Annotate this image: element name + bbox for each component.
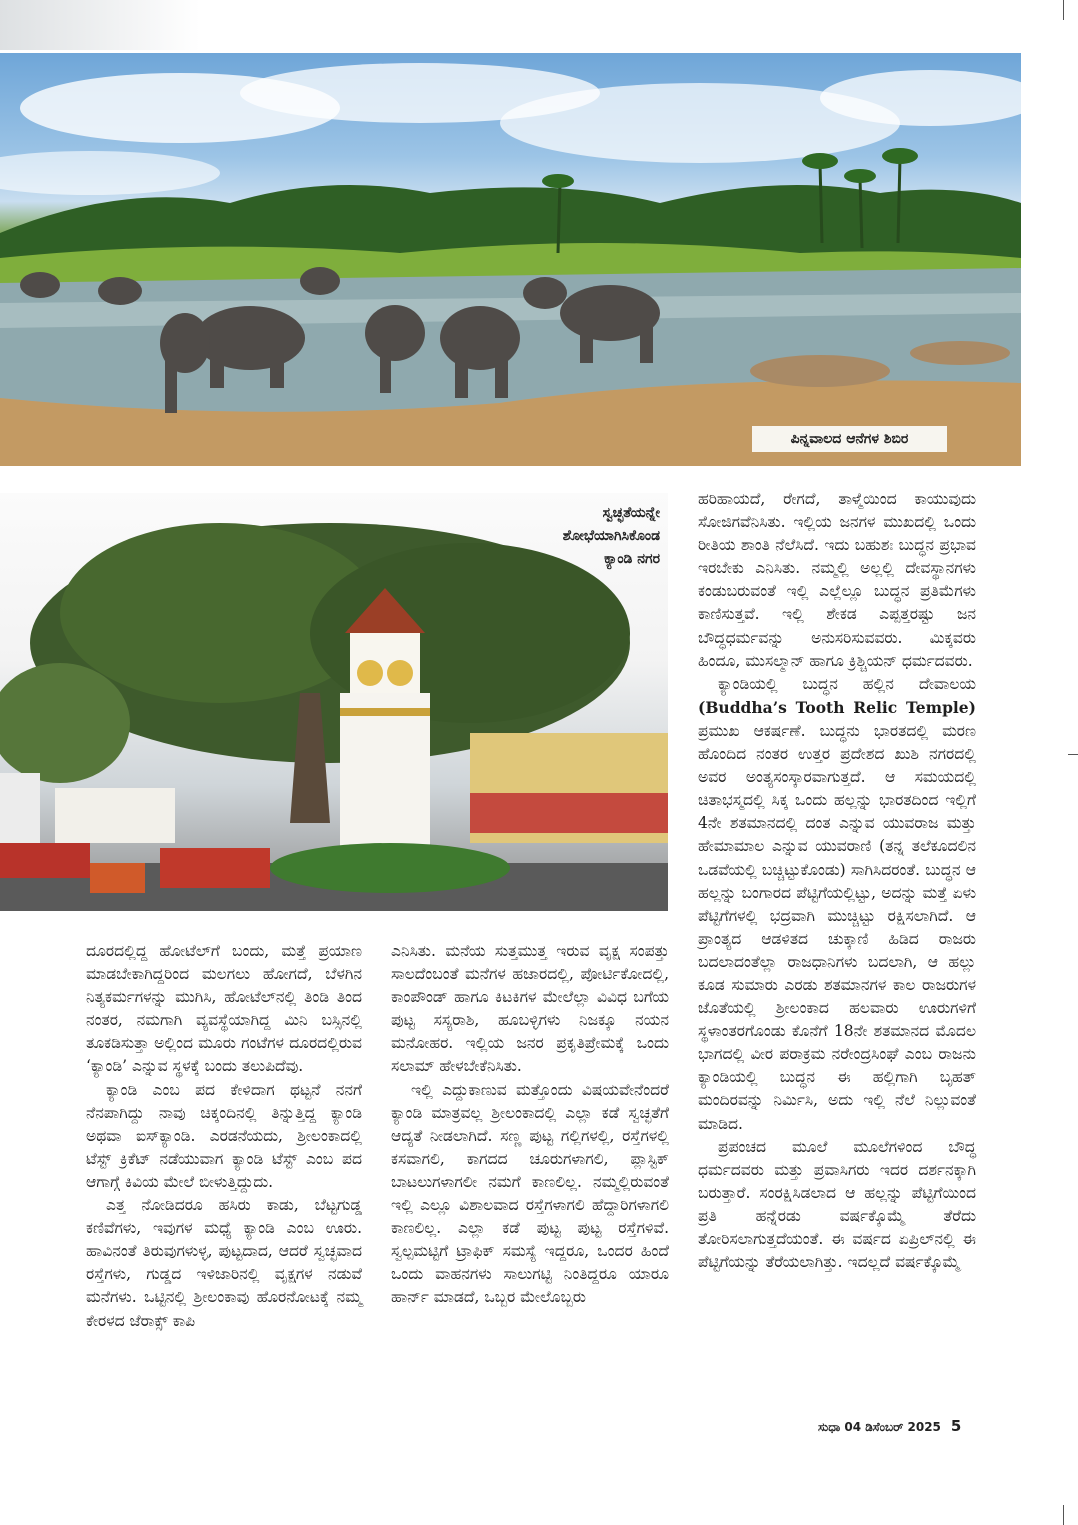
crop-mark bbox=[1063, 1505, 1064, 1525]
paragraph: ಎನಿಸಿತು. ಮನೆಯ ಸುತ್ತಮುತ್ತ ಇರುವ ವೃಕ್ಷ ಸಂಪತ್ತು ಸಾಲದೆಂಬಂತೆ ಮನೆಗಳ ಹಜಾರದಲ್ಲಿ, ಪೋರ್ಟಿಕೋದಲ್ಲಿ, ಕಾಂಪೌಂಡ್ ಹಾಗೂ ಕಿಟಕಿಗಳ ಮೇಲೆಲ್ಲಾ ವಿವಿಧ ಬಗೆಯ ಪುಟ್ಟ ಸಸ್ಯರಾಶಿ, ಹೂಬಳ್ಳಿಗಳು ನಿಜಕ್ಕೂ ನಯನ ಮನೋಹರ. ಇಲ್ಲಿಯ ಜನರ ಪ್ರಕೃತಿಪ್ರೇಮಕ್ಕೆ ಒಂದು ಸಲಾಮ್ ಹೇಳಬೇಕೆನಿಸಿತು. bbox=[391, 942, 669, 1076]
page-number: 5 bbox=[950, 1417, 962, 1435]
caption-line: ಕ್ಯಾಂಡಿ ನಗರ bbox=[604, 551, 660, 567]
crop-mark bbox=[1068, 754, 1078, 755]
article-column-1 bbox=[86, 940, 362, 1333]
caption-line: ಶೋಭೆಯಾಗಿಸಿಕೊಂಡ bbox=[562, 528, 660, 544]
paragraph-text: ಕ್ಯಾಂಡಿಯಲ್ಲಿ ಬುದ್ಧನ ಹಲ್ಲಿನ ದೇವಾಲಯ bbox=[718, 674, 976, 693]
elephant-scene-illustration bbox=[0, 53, 1021, 466]
temple-name-english: (Buddha’s Tooth Relic Temple) bbox=[698, 697, 976, 717]
article-column-2 bbox=[391, 940, 669, 1310]
paragraph: ಕ್ಯಾಂಡಿ ಎಂಬ ಪದ ಕೇಳಿದಾಗ ಥಟ್ಟನೆ ನನಗೆ ನೆನಪಾಗಿದ್ದು ನಾವು ಚಿಕ್ಕಂದಿನಲ್ಲಿ ತಿನ್ನುತ್ತಿದ್ದ ಕ್ಯಾಂಡಿ ಅಥವಾ ಐಸ್‌ಕ್ಯಾಂಡಿ. ಎರಡನೆಯದು, ಶ್ರೀಲಂಕಾದಲ್ಲಿ ಟೆಸ್ಟ್ ಕ್ರಿಕೆಟ್ ನಡೆಯುವಾಗ ಕ್ಯಾಂಡಿ ಟೆಸ್ಟ್ ಎಂಬ ಪದ ಆಗಾಗ್ಗೆ ಕಿವಿಯ ಮೇಲೆ ಬೀಳುತ್ತಿದ್ದುದು. bbox=[86, 1080, 362, 1191]
caption-line: ಸ್ವಚ್ಛತೆಯನ್ನೇ bbox=[602, 505, 660, 521]
paragraph: ಇಲ್ಲಿ ಎದ್ದುಕಾಣುವ ಮತ್ತೊಂದು ವಿಷಯವೇನೆಂದರೆ ಕ್ಯಾಂಡಿ ಮಾತ್ರವಲ್ಲ ಶ್ರೀಲಂಕಾದಲ್ಲಿ ಎಲ್ಲಾ ಕಡೆ ಸ್ವಚ್ಛತೆಗೆ ಆದ್ಯತೆ ನೀಡಲಾಗಿದೆ. ಸಣ್ಣ ಪುಟ್ಟ ಗಲ್ಲಿಗಳಲ್ಲಿ, ರಸ್ತೆಗಳಲ್ಲಿ ಕಸವಾಗಲಿ, ಕಾಗದದ ಚೂರುಗಳಾಗಲಿ, ಪ್ಲಾಸ್ಟಿಕ್ ಬಾಟಲುಗಳಾಗಲೀ ನಮಗೆ ಕಾಣಲಿಲ್ಲ. ನಮ್ಮಲ್ಲಿರುವಂತೆ ಇಲ್ಲಿ ಎಲ್ಲೂ ವಿಶಾಲವಾದ ರಸ್ತೆಗಳಾಗಲಿ ಹೆದ್ದಾರಿಗಳಾಗಲಿ ಕಾಣಲಿಲ್ಲ. ಎಲ್ಲಾ ಕಡೆ ಪುಟ್ಟ ಪುಟ್ಟ ರಸ್ತೆಗಳಿವೆ. ಸ್ವಲ್ಪಮಟ್ಟಿಗೆ ಟ್ರಾಫಿಕ್ ಸಮಸ್ಯೆ ಇದ್ದರೂ, ಒಂದರ ಹಿಂದೆ ಒಂದು ವಾಹನಗಳು ಸಾಲುಗಟ್ಟಿ ನಿಂತಿದ್ದರೂ ಯಾರೂ ಹಾರ್ನ್ ಮಾಡದೆ, ಒಬ್ಬರ ಮೇಲೊಬ್ಬರು bbox=[391, 1080, 669, 1307]
paragraph: ದೂರದಲ್ಲಿದ್ದ ಹೋಟೆಲ್‌ಗೆ ಬಂದು, ಮತ್ತೆ ಪ್ರಯಾಣ ಮಾಡಬೇಕಾಗಿದ್ದರಿಂದ ಮಲಗಲು ಹೋಗದೆ, ಬೆಳಗಿನ ನಿತ್ಯಕರ್ಮಗಳನ್ನು ಮುಗಿಸಿ, ಹೋಟೆಲ್‌ನಲ್ಲಿ ತಿಂಡಿ ತಿಂದ ನಂತರ, ನಮಗಾಗಿ ವ್ಯವಸ್ಥೆಯಾಗಿದ್ದ ಮಿನಿ ಬಸ್ಸಿನಲ್ಲಿ ತೂಕಡಿಸುತ್ತಾ ಅಲ್ಲಿಂದ ಮೂರು ಗಂಟೆಗಳ ದೂರದಲ್ಲಿರುವ ‘ಕ್ಯಾಂಡಿ’ ಎನ್ನುವ ಸ್ಥಳಕ್ಕೆ ಬಂದು ತಲುಪಿದೆವು. bbox=[86, 942, 362, 1076]
mid-photo-caption bbox=[520, 502, 660, 571]
top-faded-strip bbox=[0, 0, 200, 50]
page-footer bbox=[818, 1417, 961, 1435]
article-column-3 bbox=[698, 488, 976, 1274]
paragraph: ಪ್ರಪಂಚದ ಮೂಲೆ ಮೂಲೆಗಳಿಂದ ಬೌದ್ಧ ಧರ್ಮದವರು ಮತ್ತು ಪ್ರವಾಸಿಗರು ಇದರ ದರ್ಶನಕ್ಕಾಗಿ ಬರುತ್ತಾರೆ. ಸಂರಕ್ಷಿಸಿಡಲಾದ ಆ ಹಲ್ಲನ್ನು ಪೆಟ್ಟಿಗೆಯಿಂದ ಪ್ರತಿ ಹನ್ನೆರಡು ವರ್ಷಕ್ಕೊಮ್ಮೆ ತೆರೆದು ತೋರಿಸಲಾಗುತ್ತದೆಯಂತೆ. ಈ ವರ್ಷದ ಏಪ್ರಿಲ್‌ನಲ್ಲಿ ಈ ಪೆಟ್ಟಿಗೆಯನ್ನು ತೆರೆಯಲಾಗಿತ್ತು. ಇದಲ್ಲದೆ ವರ್ಷಕ್ಕೊಮ್ಮೆ bbox=[698, 1137, 976, 1272]
paragraph-text: ಪ್ರಮುಖ ಆಕರ್ಷಣೆ. ಬುದ್ಧನು ಭಾರತದಲ್ಲಿ ಮರಣ ಹೊಂದಿದ ನಂತರ ಉತ್ತರ ಪ್ರದೇಶದ ಖುಶಿ ನಗರದಲ್ಲಿ ಅವರ ಅಂತ್ಯಸಂಸ್ಕಾರವಾಗುತ್ತದೆ. ಆ ಸಮಯದಲ್ಲಿ ಚಿತಾಭಸ್ಮದಲ್ಲಿ ಸಿಕ್ಕ ಒಂದು ಹಲ್ಲನ್ನು ಭಾರತದಿಂದ ಇಲ್ಲಿಗೆ 4ನೇ ಶತಮಾನದಲ್ಲಿ ದಂತ ಎನ್ನುವ ಯುವರಾಜ ಮತ್ತು ಹೇಮಾಮಾಲ ಎನ್ನುವ ಯುವರಾಣಿ (ತನ್ನ ತಲೆಕೂದಲಿನ ಒಡವೆಯಲ್ಲಿ ಬಚ್ಚಿಟ್ಟುಕೊಂಡು) ಸಾಗಿಸಿದರಂತೆ. ಬುದ್ಧನ ಆ ಹಲ್ಲನ್ನು ಬಂಗಾರದ ಪೆಟ್ಟಿಗೆಯಲ್ಲಿಟ್ಟು, ಅದನ್ನು ಮತ್ತೆ ಏಳು ಪೆಟ್ಟಿಗೆಗಳಲ್ಲಿ ಭದ್ರವಾಗಿ ಮುಚ್ಚಿಟ್ಟು ರಕ್ಷಿಸಲಾಗಿದೆ. ಆ ಪ್ರಾಂತ್ಯದ ಆಡಳಿತದ ಚುಕ್ಕಾಣಿ ಹಿಡಿದ ರಾಜರು ಬದಲಾದಂತೆಲ್ಲಾ ರಾಜಧಾನಿಗಳು ಬದಲಾಗಿ, ಆ ಹಲ್ಲು ಕೂಡ ಸುಮಾರು ಎರಡು ಶತಮಾನಗಳ ಕಾಲ ರಾಜರುಗಳ ಜೊತೆಯಲ್ಲಿ ಶ್ರೀಲಂಕಾದ ಹಲವಾರು ಊರುಗಳಿಗೆ ಸ್ಥಳಾಂತರಗೊಂಡು ಕೊನೆಗೆ 18ನೇ ಶತಮಾನದ ಮೊದಲ ಭಾಗದಲ್ಲಿ ವೀರ ಪರಾಕ್ರಮ ನರೇಂದ್ರಸಿಂಘೆ ಎಂಬ ರಾಜನು ಕ್ಯಾಂಡಿಯಲ್ಲಿ ಬುದ್ಧನ ಈ ಹಲ್ಲಿಗಾಗಿ ಬೃಹತ್ ಮಂದಿರವನ್ನು ನಿರ್ಮಿಸಿ, ಅದು ಇಲ್ಲಿ ನೆಲೆ ನಿಲ್ಲುವಂತೆ ಮಾಡಿದ. bbox=[698, 721, 976, 1133]
elephant-camp-photo bbox=[0, 53, 1021, 466]
top-photo-caption: ಪಿನ್ನವಾಲದ ಆನೆಗಳ ಶಿಬಿರ bbox=[752, 426, 947, 452]
paragraph: ಹರಿಹಾಯದೆ, ರೇಗದೆ, ತಾಳ್ಮೆಯಿಂದ ಕಾಯುವುದು ಸೋಜಿಗವೆನಿಸಿತು. ಇಲ್ಲಿಯ ಜನಗಳ ಮುಖದಲ್ಲಿ ಒಂದು ರೀತಿಯ ಶಾಂತಿ ನೆಲೆಸಿದೆ. ಇದು ಬಹುಶಃ ಬುದ್ಧನ ಪ್ರಭಾವ ಇರಬೇಕು ಎನಿಸಿತು. ನಮ್ಮಲ್ಲಿ ಅಲ್ಲಲ್ಲಿ ದೇವಸ್ಥಾನಗಳು ಕಂಡುಬರುವಂತೆ ಇಲ್ಲಿ ಎಲ್ಲೆಲ್ಲೂ ಬುದ್ಧನ ಪ್ರತಿಮೆಗಳು ಕಾಣಿಸುತ್ತವೆ. ಇಲ್ಲಿ ಶೇಕಡ ಎಪ್ಪತ್ತರಷ್ಟು ಜನ ಬೌದ್ಧಧರ್ಮವನ್ನು ಅನುಸರಿಸುವವರು. ಮಿಕ್ಕವರು ಹಿಂದೂ, ಮುಸಲ್ಮಾನ್ ಹಾಗೂ ಕ್ರಿಶ್ಚಿಯನ್ ಧರ್ಮದವರು. bbox=[698, 490, 976, 670]
paragraph bbox=[698, 673, 976, 1136]
issue-info: ಸುಧಾ 04 ಡಿಸೆಂಬರ್ 2025 bbox=[818, 1420, 941, 1434]
crop-mark bbox=[1063, 0, 1064, 20]
paragraph: ಎತ್ತ ನೋಡಿದರೂ ಹಸಿರು ಕಾಡು, ಬೆಟ್ಟಗುಡ್ಡ ಕಣಿವೆಗಳು, ಇವುಗಳ ಮಧ್ಯೆ ಕ್ಯಾಂಡಿ ಎಂಬ ಊರು. ಹಾವಿನಂತೆ ತಿರುವುಗಳುಳ್ಳ, ಪುಟ್ಟದಾದ, ಆದರೆ ಸ್ವಚ್ಛವಾದ ರಸ್ತೆಗಳು, ಗುಡ್ಡದ ಇಳಿಜಾರಿನಲ್ಲಿ ವೃಕ್ಷಗಳ ನಡುವೆ ಮನೆಗಳು. ಒಟ್ಟಿನಲ್ಲಿ ಶ್ರೀಲಂಕಾವು ಹೊರನೋಟಕ್ಕೆ ನಮ್ಮ ಕೇರಳದ ಜೆರಾಕ್ಸ್ ಕಾಪಿ bbox=[86, 1196, 362, 1330]
